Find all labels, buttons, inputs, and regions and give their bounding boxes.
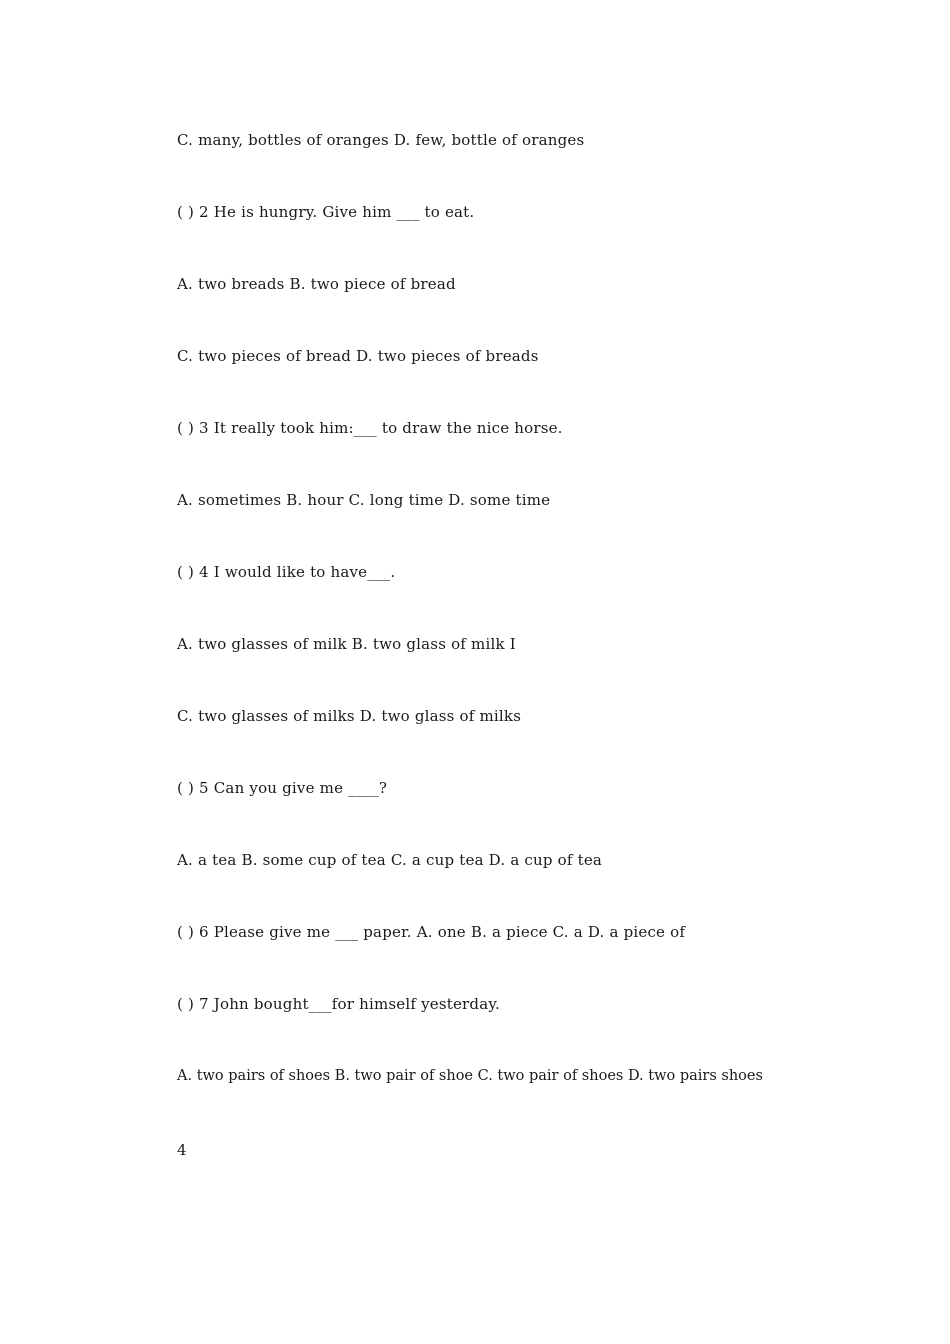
page-number: 4: [177, 1141, 187, 1159]
question-4-options-ab: A. two glasses of milk B. two glass of milk I: [177, 635, 516, 653]
question-5-options: A. a tea B. some cup of tea C. a cup tea D. a cup of tea: [177, 851, 603, 869]
question-2-options-cd: C. two pieces of bread D. two pieces of breads: [177, 347, 539, 365]
question-4-prompt: ( ) 4 I would like to have___.: [177, 563, 396, 581]
question-4-options-cd: C. two glasses of milks D. two glass of milks: [177, 707, 522, 725]
question-1-options-cd: C. many, bottles of oranges D. few, bottle of oranges: [177, 131, 585, 149]
question-6-prompt: ( ) 6 Please give me ___ paper. A. one B. a piece C. a D. a piece of: [177, 923, 686, 941]
question-2-options-ab: A. two breads B. two piece of bread: [177, 275, 456, 293]
question-7-prompt: ( ) 7 John bought___for himself yesterday.: [177, 995, 500, 1013]
question-2-prompt: ( ) 2 He is hungry. Give him ___ to eat.: [177, 203, 475, 221]
question-7-options: A. two pairs of shoes B. two pair of shoe C. two pair of shoes D. two pairs shoes: [177, 1068, 763, 1084]
question-3-options: A. sometimes B. hour C. long time D. some time: [177, 491, 551, 509]
question-3-prompt: ( ) 3 It really took him:___ to draw the nice horse.: [177, 419, 563, 437]
question-5-prompt: ( ) 5 Can you give me ____?: [177, 779, 388, 797]
